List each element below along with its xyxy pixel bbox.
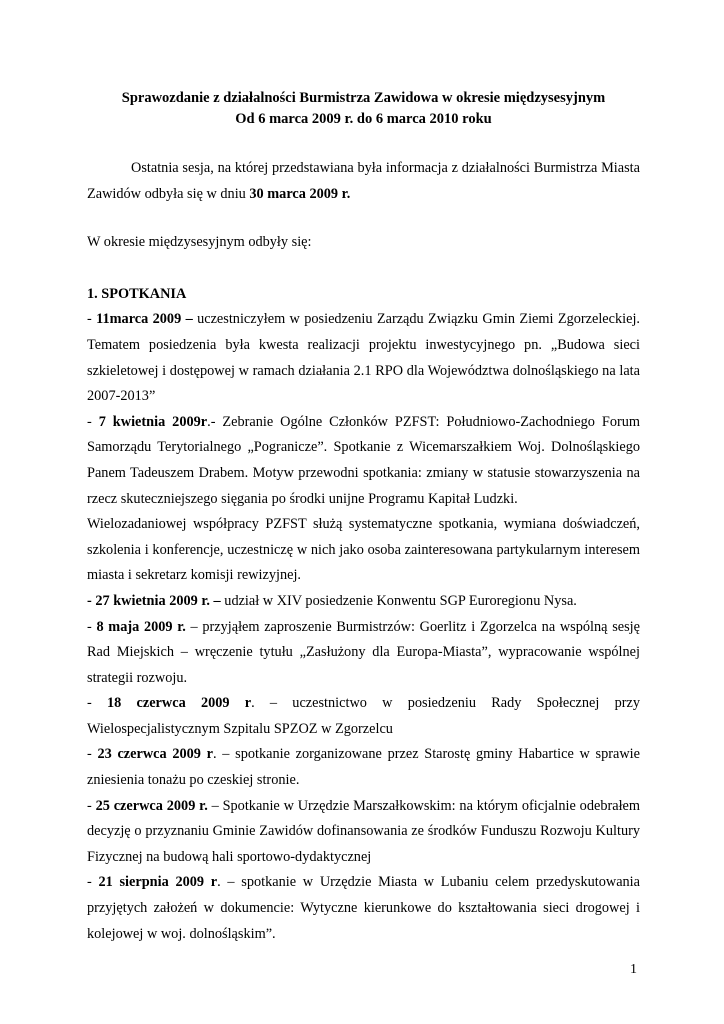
entry-date: 18 czerwca 2009 r [107, 695, 252, 712]
meetings-list [87, 307, 640, 947]
intro-text: Ostatnia sesja, na której przedstawiana była informacja z działalności Burmistrza Miasta Zawidów odbyła się w dniu [87, 160, 640, 202]
lead-paragraph: W okresie międzysesyjnym odbyły się: [87, 234, 312, 251]
meeting-entry [87, 742, 640, 793]
entry-prefix: - [87, 311, 97, 328]
entry-text: .- Zebranie Ogólne Członków PZFST: Południowo-Zachodniego Forum Samorządu Terytorialnego „Pogranicze”. Spotkanie z Wicemarszałkiem Woj. Dolnośląskiego Panem Tadeuszem Drabem. Motyw przewodni spotkania: zmiany w statusie stowarzyszenia na rzecz skuteczniejszego sięgania po środki unijne Programu Kapitał Ludzki. [87, 413, 640, 507]
entry-text: . – uczestnictwo w posiedzeniu Rady Społecznej przy Wielospecjalistycznym Szpitalu SPZOZ w Zgorzelcu [87, 695, 640, 737]
entry-date: 25 czerwca 2009 r. [95, 797, 208, 814]
page-number: 1 [630, 962, 637, 977]
title-line-2: Od 6 marca 2009 r. do 6 marca 2010 roku [235, 111, 492, 127]
entry-prefix: - [87, 413, 99, 430]
meeting-entry [87, 615, 640, 692]
entry-date: 7 kwietnia 2009r [98, 413, 208, 430]
entry-prefix: - [87, 874, 99, 891]
section-heading: 1. SPOTKANIA [87, 285, 187, 302]
meeting-entry [87, 870, 640, 947]
entry-date: 8 maja 2009 r. [96, 618, 186, 635]
entry-text: – przyjąłem zaproszenie Burmistrzów: Goerlitz i Zgorzelca na wspólną sesję Rad Miejskich – wręczenie tytułu „Zasłużony dla Europa-Miasta”, wypracowanie wspólnej strategii rozwoju. [87, 618, 640, 686]
meeting-entry [87, 794, 640, 871]
entry-text: Wielozadaniowej współpracy PZFST służą systematyczne spotkania, wymiana doświadczeń, szkolenia i konferencje, uczestniczę w nich jako osoba zainteresowana partykularnym interesem miasta i sekretarz komisji rewizyjnej. [87, 516, 640, 584]
entry-date: 23 czerwca 2009 r [97, 746, 214, 763]
entry-date: 21 sierpnia 2009 r [98, 874, 218, 891]
meeting-entry [87, 512, 640, 589]
entry-text: . – spotkanie w Urzędzie Miasta w Lubaniu celem przedyskutowania przyjętych założeń w dokumencie: Wytyczne kierunkowe do kształtowania sieci drogowej i kolejowej w woj. dolnośląskim”. [87, 874, 641, 942]
entry-prefix: - [87, 695, 107, 712]
intro-date: 30 marca 2009 r. [249, 185, 351, 202]
entry-text: udział w XIV posiedzenie Konwentu SGP Euroregionu Nysa. [220, 592, 577, 609]
entry-prefix: - [87, 618, 97, 635]
meeting-entry [87, 589, 640, 615]
entry-date: 11marca 2009 – [96, 311, 193, 328]
entry-text: . – spotkanie zorganizowane przez Starostę gminy Habartice w sprawie zniesienia tonażu po czeskiej stronie. [87, 746, 640, 789]
meeting-entry [87, 691, 640, 742]
entry-date: - 27 kwietnia 2009 r. – [87, 592, 221, 609]
entry-text: uczestniczyłem w posiedzeniu Zarządu Związku Gmin Ziemi Zgorzeleckiej. Tematem posiedzenia była kwesta realizacji projektu inwestycyjnego pn. „Budowa sieci szkieletowej i dostępowej w ramach działania 2.1 RPO dla Województwa dolnośląskiego na lata 2007-2013” [87, 311, 641, 405]
document-title [87, 88, 640, 130]
entry-text: – Spotkanie w Urzędzie Marszałkowskim: na którym oficjalnie odebrałem decyzję o przyznaniu Gminie Zawidów dofinansowania ze środków Funduszu Rozwoju Kultury Fizycznej na budową hali sportowo-dydaktycznej [87, 797, 641, 865]
entry-prefix: - [87, 797, 96, 814]
meeting-entry [87, 307, 640, 409]
document-page [87, 88, 640, 947]
title-line-1: Sprawozdanie z działalności Burmistrza Zawidowa w okresie międzysesyjnym [121, 90, 606, 106]
entry-prefix: - [87, 746, 98, 763]
intro-paragraph [87, 156, 640, 207]
meeting-entry [87, 410, 640, 512]
